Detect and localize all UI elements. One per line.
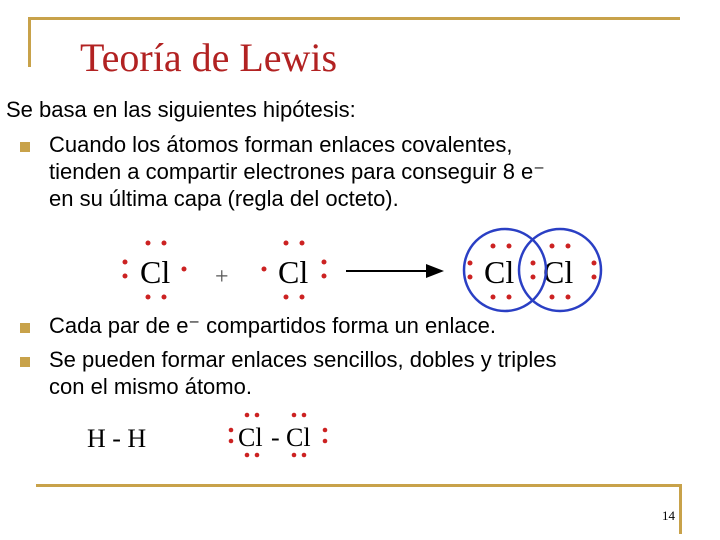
chlorine-atom-2: Cl — [278, 254, 309, 290]
single-bond-dash: - — [271, 423, 280, 452]
hydrogen-molecule-formula: H - H — [87, 424, 147, 453]
frame-bottom-rule — [36, 484, 682, 487]
bullet-line: Cada par de e⁻ compartidos forma un enlace. — [49, 313, 496, 338]
chlorine-atom-1: Cl — [140, 254, 171, 290]
page-number: 14 — [662, 508, 675, 523]
slide-title: Teoría de Lewis — [80, 35, 338, 80]
bullet-line: Se pueden formar enlaces sencillos, dobles y triples — [49, 347, 557, 372]
chlorine-atom-left: Cl — [238, 423, 263, 452]
bullet-line: Cuando los átomos forman enlaces covalentes, — [49, 132, 513, 157]
chlorine-atom-right: Cl — [286, 423, 311, 452]
bullet-line: tienden a compartir electrones para conseguir 8 e⁻ — [49, 159, 545, 184]
plus-sign: + — [215, 264, 229, 290]
bullet-line: con el mismo átomo. — [49, 374, 252, 399]
bullet-line: en su última capa (regla del octeto). — [49, 186, 399, 211]
product-chlorine-right: Cl — [543, 254, 574, 290]
product-chlorine-left: Cl — [484, 254, 515, 290]
intro-text: Se basa en las siguientes hipótesis: — [6, 97, 356, 122]
frame-right-rule — [679, 484, 682, 534]
